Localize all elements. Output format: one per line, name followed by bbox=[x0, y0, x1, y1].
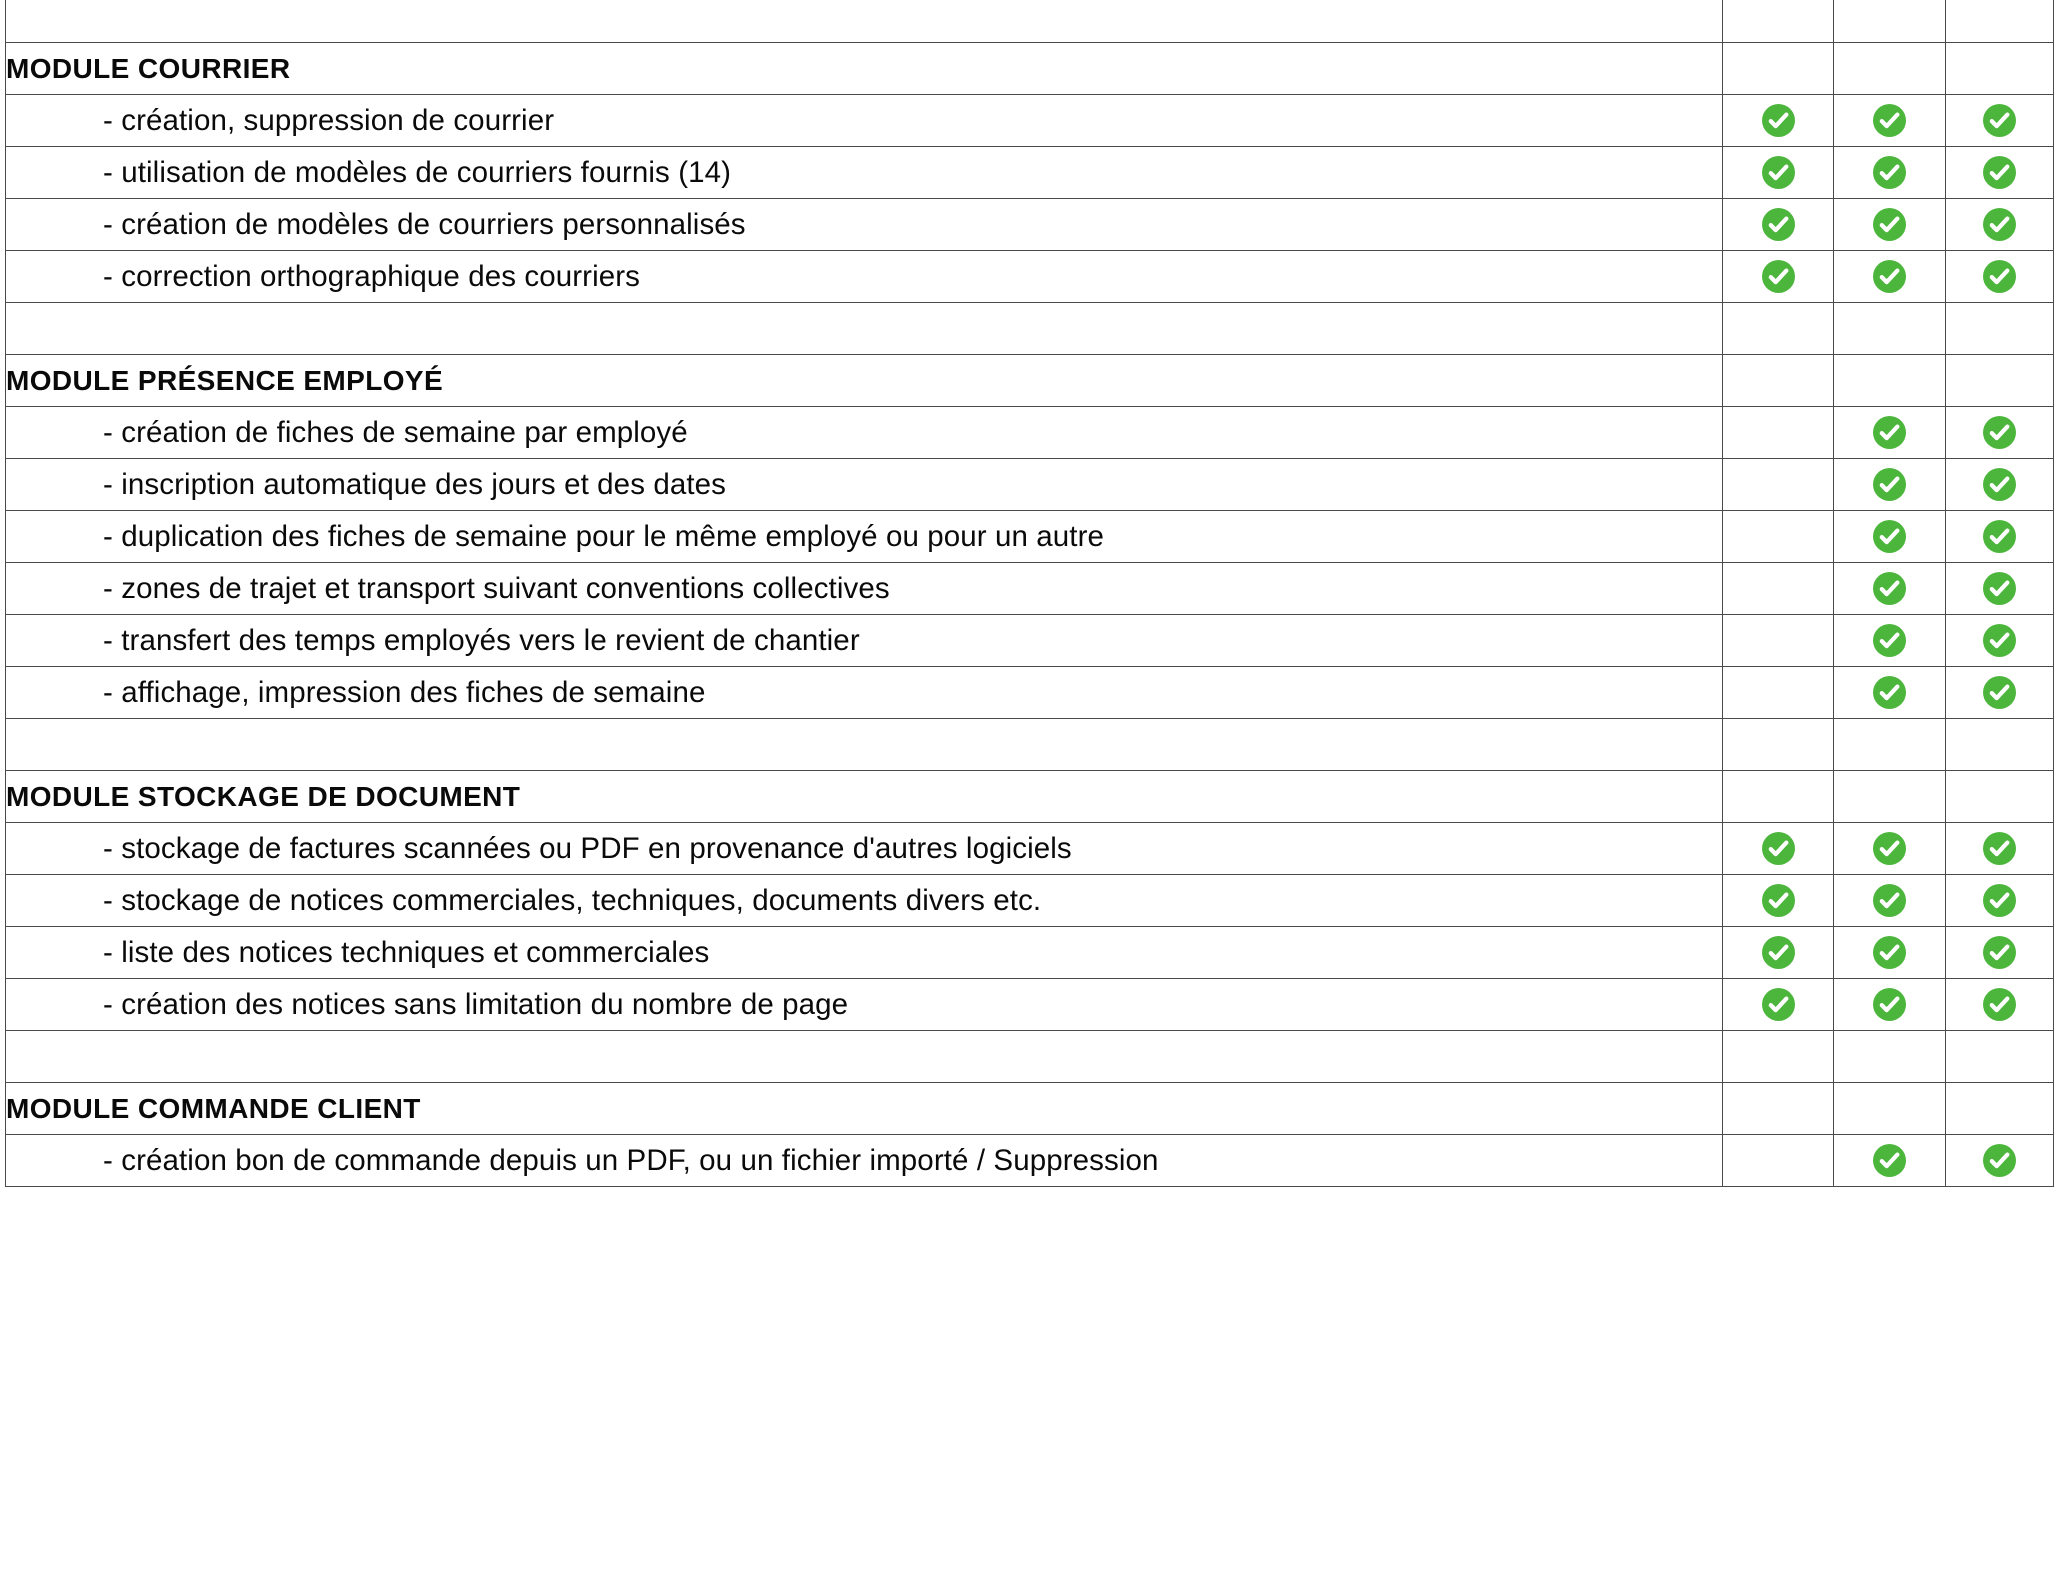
availability-cell-col2 bbox=[1834, 615, 1946, 667]
feature-label-cell: - zones de trajet et transport suivant conventions collectives bbox=[6, 563, 1723, 615]
availability-cell-col2 bbox=[1834, 875, 1946, 927]
feature-label-cell: - correction orthographique des courriers bbox=[6, 251, 1723, 303]
availability-cell-col2 bbox=[1834, 719, 1946, 771]
check-circle-icon bbox=[1873, 832, 1906, 865]
table-row bbox=[6, 199, 2054, 251]
table-row bbox=[6, 563, 2054, 615]
availability-cell-col1 bbox=[1723, 875, 1834, 927]
availability-cell-col1 bbox=[1723, 0, 1834, 43]
availability-cell-col2 bbox=[1834, 563, 1946, 615]
feature-label-cell: - création de modèles de courriers personnalisés bbox=[6, 199, 1723, 251]
availability-cell-col3 bbox=[1946, 1083, 2054, 1135]
availability-cell-col1 bbox=[1723, 563, 1834, 615]
availability-cell-col1 bbox=[1723, 1031, 1834, 1083]
availability-cell-col1 bbox=[1723, 407, 1834, 459]
check-circle-icon bbox=[1983, 884, 2016, 917]
module-heading-cell: MODULE COURRIER bbox=[6, 43, 1723, 95]
availability-cell-col2 bbox=[1834, 667, 1946, 719]
table-row bbox=[6, 1031, 2054, 1083]
check-circle-icon bbox=[1762, 936, 1795, 969]
availability-cell-col1 bbox=[1723, 1135, 1834, 1187]
table-row bbox=[6, 251, 2054, 303]
availability-cell-col2 bbox=[1834, 1031, 1946, 1083]
check-circle-icon bbox=[1873, 1144, 1906, 1177]
availability-cell-col3 bbox=[1946, 147, 2054, 199]
check-circle-icon bbox=[1983, 988, 2016, 1021]
feature-label-cell: - transfert des temps employés vers le revient de chantier bbox=[6, 615, 1723, 667]
spacer-cell bbox=[6, 719, 1723, 771]
table-row bbox=[6, 615, 2054, 667]
check-circle-icon bbox=[1762, 208, 1795, 241]
availability-cell-col2 bbox=[1834, 43, 1946, 95]
availability-cell-col3 bbox=[1946, 719, 2054, 771]
availability-cell-col1 bbox=[1723, 667, 1834, 719]
availability-cell-col3 bbox=[1946, 355, 2054, 407]
check-circle-icon bbox=[1983, 104, 2016, 137]
availability-cell-col3 bbox=[1946, 875, 2054, 927]
availability-cell-col1 bbox=[1723, 1083, 1834, 1135]
check-circle-icon bbox=[1983, 676, 2016, 709]
feature-comparison-table bbox=[5, 0, 2054, 1187]
availability-cell-col3 bbox=[1946, 823, 2054, 875]
availability-cell-col3 bbox=[1946, 1031, 2054, 1083]
availability-cell-col1 bbox=[1723, 979, 1834, 1031]
availability-cell-col3 bbox=[1946, 1135, 2054, 1187]
check-circle-icon bbox=[1873, 156, 1906, 189]
availability-cell-col3 bbox=[1946, 667, 2054, 719]
table-row bbox=[6, 407, 2054, 459]
check-circle-icon bbox=[1983, 936, 2016, 969]
availability-cell-col2 bbox=[1834, 355, 1946, 407]
feature-label-cell: - utilisation de modèles de courriers fournis (14) bbox=[6, 147, 1723, 199]
table-row bbox=[6, 771, 2054, 823]
table-row bbox=[6, 719, 2054, 771]
check-circle-icon bbox=[1873, 260, 1906, 293]
availability-cell-col3 bbox=[1946, 771, 2054, 823]
table-row bbox=[6, 979, 2054, 1031]
check-circle-icon bbox=[1873, 936, 1906, 969]
module-heading-cell: MODULE PRÉSENCE EMPLOYÉ bbox=[6, 355, 1723, 407]
availability-cell-col1 bbox=[1723, 355, 1834, 407]
module-heading-cell: MODULE STOCKAGE DE DOCUMENT bbox=[6, 771, 1723, 823]
table-row bbox=[6, 667, 2054, 719]
feature-label-cell: - affichage, impression des fiches de semaine bbox=[6, 667, 1723, 719]
check-circle-icon bbox=[1983, 208, 2016, 241]
availability-cell-col1 bbox=[1723, 303, 1834, 355]
feature-label-cell: - stockage de notices commerciales, techniques, documents divers etc. bbox=[6, 875, 1723, 927]
spacer-cell bbox=[6, 1031, 1723, 1083]
feature-label-cell: - création de fiches de semaine par employé bbox=[6, 407, 1723, 459]
check-circle-icon bbox=[1762, 884, 1795, 917]
check-circle-icon bbox=[1873, 416, 1906, 449]
availability-cell-col3 bbox=[1946, 563, 2054, 615]
availability-cell-col1 bbox=[1723, 459, 1834, 511]
check-circle-icon bbox=[1983, 156, 2016, 189]
availability-cell-col1 bbox=[1723, 771, 1834, 823]
availability-cell-col1 bbox=[1723, 147, 1834, 199]
check-circle-icon bbox=[1762, 988, 1795, 1021]
availability-cell-col3 bbox=[1946, 511, 2054, 563]
availability-cell-col1 bbox=[1723, 251, 1834, 303]
availability-cell-col2 bbox=[1834, 1083, 1946, 1135]
availability-cell-col2 bbox=[1834, 771, 1946, 823]
check-circle-icon bbox=[1983, 624, 2016, 657]
availability-cell-col1 bbox=[1723, 511, 1834, 563]
availability-cell-col1 bbox=[1723, 43, 1834, 95]
availability-cell-col2 bbox=[1834, 95, 1946, 147]
availability-cell-col2 bbox=[1834, 927, 1946, 979]
spacer-cell bbox=[6, 0, 1723, 43]
availability-cell-col2 bbox=[1834, 0, 1946, 43]
availability-cell-col3 bbox=[1946, 927, 2054, 979]
check-circle-icon bbox=[1873, 520, 1906, 553]
check-circle-icon bbox=[1762, 832, 1795, 865]
check-circle-icon bbox=[1983, 572, 2016, 605]
table-row bbox=[6, 511, 2054, 563]
check-circle-icon bbox=[1983, 832, 2016, 865]
availability-cell-col1 bbox=[1723, 199, 1834, 251]
table-row bbox=[6, 147, 2054, 199]
check-circle-icon bbox=[1983, 416, 2016, 449]
feature-label-cell: - création bon de commande depuis un PDF, ou un fichier importé / Suppression bbox=[6, 1135, 1723, 1187]
availability-cell-col1 bbox=[1723, 719, 1834, 771]
check-circle-icon bbox=[1873, 884, 1906, 917]
availability-cell-col3 bbox=[1946, 95, 2054, 147]
availability-cell-col2 bbox=[1834, 823, 1946, 875]
table-row bbox=[6, 1135, 2054, 1187]
check-circle-icon bbox=[1873, 104, 1906, 137]
table-row bbox=[6, 43, 2054, 95]
table-row bbox=[6, 875, 2054, 927]
table-row bbox=[6, 823, 2054, 875]
check-circle-icon bbox=[1873, 208, 1906, 241]
availability-cell-col2 bbox=[1834, 303, 1946, 355]
table-row bbox=[6, 927, 2054, 979]
availability-cell-col2 bbox=[1834, 459, 1946, 511]
availability-cell-col3 bbox=[1946, 303, 2054, 355]
availability-cell-col2 bbox=[1834, 199, 1946, 251]
feature-label-cell: - liste des notices techniques et commerciales bbox=[6, 927, 1723, 979]
availability-cell-col2 bbox=[1834, 979, 1946, 1031]
availability-cell-col2 bbox=[1834, 407, 1946, 459]
table-body bbox=[6, 0, 2054, 1187]
table-row bbox=[6, 1083, 2054, 1135]
availability-cell-col2 bbox=[1834, 251, 1946, 303]
availability-cell-col1 bbox=[1723, 615, 1834, 667]
check-circle-icon bbox=[1873, 572, 1906, 605]
check-circle-icon bbox=[1983, 1144, 2016, 1177]
table-row bbox=[6, 355, 2054, 407]
availability-cell-col1 bbox=[1723, 927, 1834, 979]
check-circle-icon bbox=[1873, 988, 1906, 1021]
check-circle-icon bbox=[1873, 468, 1906, 501]
availability-cell-col2 bbox=[1834, 147, 1946, 199]
availability-cell-col2 bbox=[1834, 511, 1946, 563]
check-circle-icon bbox=[1762, 156, 1795, 189]
availability-cell-col3 bbox=[1946, 459, 2054, 511]
spacer-cell bbox=[6, 303, 1723, 355]
check-circle-icon bbox=[1983, 520, 2016, 553]
feature-label-cell: - stockage de factures scannées ou PDF en provenance d'autres logiciels bbox=[6, 823, 1723, 875]
availability-cell-col2 bbox=[1834, 1135, 1946, 1187]
availability-cell-col3 bbox=[1946, 407, 2054, 459]
check-circle-icon bbox=[1762, 260, 1795, 293]
table-row bbox=[6, 95, 2054, 147]
module-heading-cell: MODULE COMMANDE CLIENT bbox=[6, 1083, 1723, 1135]
check-circle-icon bbox=[1983, 260, 2016, 293]
feature-label-cell: - inscription automatique des jours et des dates bbox=[6, 459, 1723, 511]
feature-label-cell: - duplication des fiches de semaine pour le même employé ou pour un autre bbox=[6, 511, 1723, 563]
check-circle-icon bbox=[1983, 468, 2016, 501]
availability-cell-col1 bbox=[1723, 823, 1834, 875]
check-circle-icon bbox=[1762, 104, 1795, 137]
check-circle-icon bbox=[1873, 676, 1906, 709]
availability-cell-col3 bbox=[1946, 199, 2054, 251]
table-row bbox=[6, 0, 2054, 43]
availability-cell-col1 bbox=[1723, 95, 1834, 147]
feature-label-cell: - création, suppression de courrier bbox=[6, 95, 1723, 147]
availability-cell-col3 bbox=[1946, 615, 2054, 667]
availability-cell-col3 bbox=[1946, 251, 2054, 303]
availability-cell-col3 bbox=[1946, 43, 2054, 95]
feature-label-cell: - création des notices sans limitation du nombre de page bbox=[6, 979, 1723, 1031]
availability-cell-col3 bbox=[1946, 0, 2054, 43]
table-row bbox=[6, 303, 2054, 355]
availability-cell-col3 bbox=[1946, 979, 2054, 1031]
check-circle-icon bbox=[1873, 624, 1906, 657]
table-row bbox=[6, 459, 2054, 511]
